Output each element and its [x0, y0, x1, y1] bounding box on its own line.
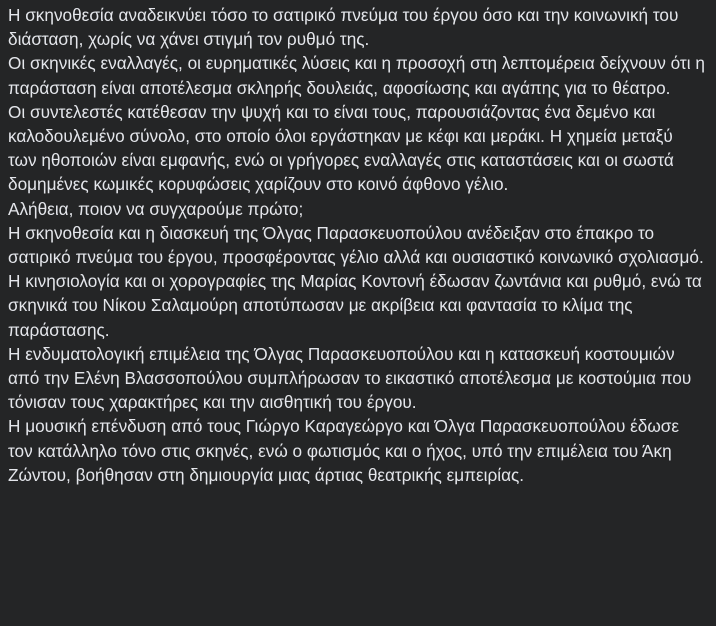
post-paragraph-1: Η σκηνοθεσία αναδεικνύει τόσο το σατιρικό πνεύμα του έργου όσο και την κοινωνική του διάσταση, χωρίς να χάνει στιγμή τον ρυθμό της.	[8, 5, 679, 50]
post-paragraph-8: Η μουσική επένδυση από τους Γιώργο Καραγεώργο και Όλγα Παρασκευοπούλου έδωσε τον κατάλληλο τόνο στις σκηνές, ενώ ο φωτισμός και ο ήχος, υπό την επιμέλεια του Άκη Ζώντου, βοήθησαν στη δημιουργία μιας άρτιας θεατρικής εμπειρίας.	[8, 416, 680, 485]
post-paragraph-2: Οι σκηνικές εναλλαγές, οι ευρηματικές λύσεις και η προσοχή στη λεπτομέρεια δείχνουν ότι η παράσταση είναι αποτέλεσμα σκληρής δουλειάς, αφοσίωσης και αγάπης για το θέατρο.	[8, 53, 705, 98]
post-paragraph-3: Οι συντελεστές κατέθεσαν την ψυχή και το είναι τους, παρουσιάζοντας ένα δεμένο και καλοδουλεμένο σύνολο, στο οποίο όλοι εργάστηκαν με κέφι και μεράκι. Η χημεία μεταξύ των ηθοποιών είναι εμφανής, ενώ οι γρήγορες εναλλαγές στις καταστάσεις και οι σωστά δομημένες κωμικές κορυφώσεις χαρίζουν στο κοινό άφθονο γέλιο.	[8, 101, 674, 195]
post-paragraph-4: Αλήθεια, ποιον να συγχαρούμε πρώτο;	[8, 198, 304, 219]
post-paragraph-7: Η ενδυματολογική επιμέλεια της Όλγας Παρασκευοπούλου και η κατασκευή κοστουμιών από την Ελένη Βλασσοπούλου συμπλήρωσαν το εικαστικό αποτέλεσμα με κοστούμια που τόνισαν τους χαρακτήρες και την αισθητική του έργου.	[8, 343, 692, 413]
post-paragraph-5: Η σκηνοθεσία και η διασκευή της Όλγας Παρασκευοπούλου ανέδειξαν στο έπακρο το σατιρικό πνεύμα του έργου, προσφέροντας γέλιο αλλά και ουσιαστικό κοινωνικό σχολιασμό.	[8, 222, 704, 268]
post-paragraph-6: Η κινησιολογία και οι χορογραφίες της Μαρίας Κοντονή έδωσαν ζωντάνια και ρυθμό, ενώ τα σκηνικά του Νίκου Σαλαμούρη αποτύπωσαν με ακρίβεια και φαντασία το κλίμα της παράστασης.	[8, 271, 702, 340]
